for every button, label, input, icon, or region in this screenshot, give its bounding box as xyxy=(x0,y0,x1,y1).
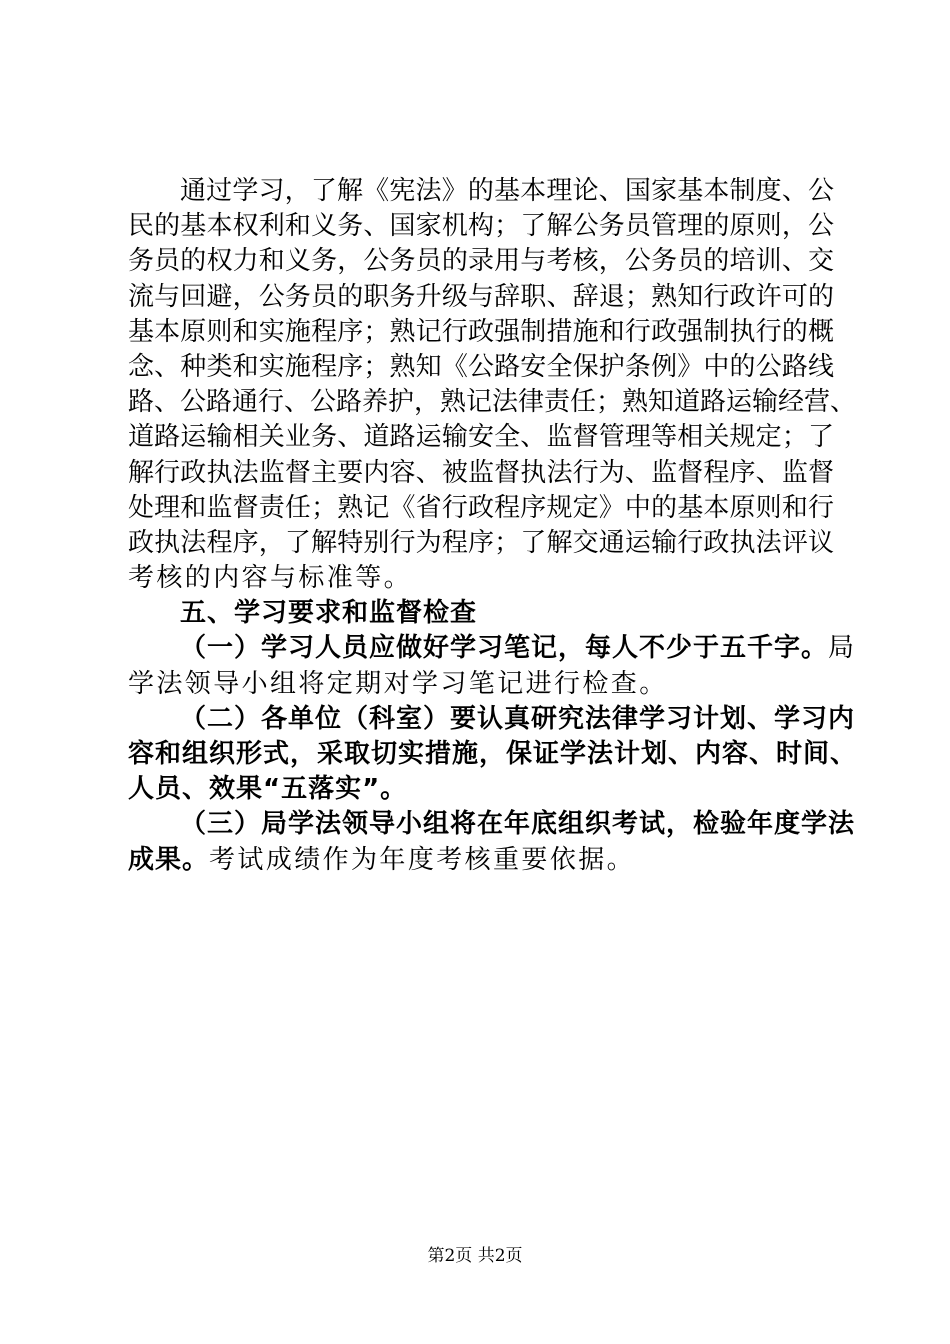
requirement-item-3-plain: 考试成绩作为年度考核重要依据。 xyxy=(209,844,636,875)
requirement-item-3-line2 xyxy=(128,843,834,878)
paragraph-line: 流与回避，公务员的职务升级与辞职、辞退；熟知行政许可的 xyxy=(128,281,834,312)
paragraph-line: 政执法程序，了解特别行为程序；了解交通运输行政执法评议 xyxy=(128,527,834,558)
paragraph-line: 通过学习，了解《宪法》的基本理论、国家基本制度、公 xyxy=(180,176,834,206)
paragraph-line: 道路运输相关业务、道路运输安全、监督管理等相关规定；了 xyxy=(128,422,834,453)
document-body xyxy=(128,174,858,878)
page-footer: 第2页 共2页 xyxy=(427,1246,523,1266)
requirement-item-1-bold: （一）学习人员应做好学习笔记，每人不少于五千字。 xyxy=(180,633,829,664)
section-heading: 五、学习要求和监督检查 xyxy=(180,598,478,629)
requirement-item-2-line3: 人员、效果“五落实”。 xyxy=(128,774,408,805)
requirement-item-1 xyxy=(128,631,857,666)
requirement-item-2-line1: （二）各单位（科室）要认真研究法律学习计划、学习内 xyxy=(180,703,856,734)
requirement-item-2-line2: 容和组织形式，采取切实措施，保证学法计划、内容、时间、 xyxy=(128,739,858,769)
paragraph-line: 务员的权力和义务，公务员的录用与考核，公务员的培训、交 xyxy=(128,246,834,277)
paragraph-line: 基本原则和实施程序；熟记行政强制措施和行政强制执行的概 xyxy=(128,316,834,347)
paragraph-line: 念、种类和实施程序；熟知《公路安全保护条例》中的公路线 xyxy=(128,351,834,382)
requirement-item-1-line2: 学法领导小组将定期对学习笔记进行检查。 xyxy=(128,668,668,699)
paragraph-line: 民的基本权利和义务、国家机构；了解公务员管理的原则，公 xyxy=(128,211,834,242)
paragraph-line: 解行政执法监督主要内容、被监督执法行为、监督程序、监督 xyxy=(128,457,834,488)
paragraph-line: 处理和监督责任；熟记《省行政程序规定》中的基本原则和行 xyxy=(128,492,834,523)
requirement-item-3-line1: （三）局学法领导小组将在年底组织考试，检验年度学法 xyxy=(180,809,856,840)
paragraph-line: 考核的内容与标准等。 xyxy=(128,563,413,594)
paragraph-line: 路、公路通行、公路养护，熟记法律责任；熟知道路运输经营、 xyxy=(128,387,857,418)
requirement-item-1-plain: 局 xyxy=(828,633,857,664)
requirement-item-3-bold: 成果。 xyxy=(128,844,210,875)
